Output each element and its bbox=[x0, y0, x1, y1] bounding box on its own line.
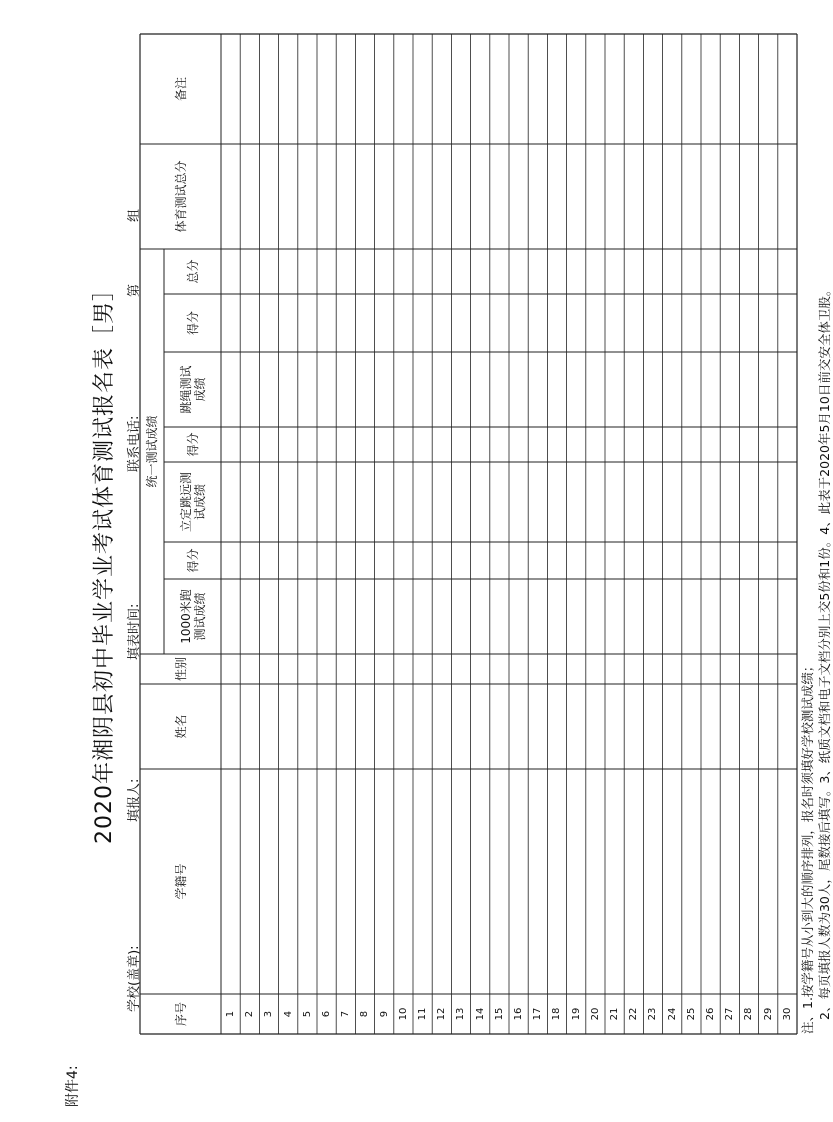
row-number: 17 bbox=[532, 1007, 544, 1021]
header-run-score: 1000米跑 测试成绩 bbox=[178, 589, 207, 644]
row-number: 6 bbox=[321, 1010, 333, 1018]
header-run-points: 得分 bbox=[185, 548, 200, 573]
header-seq: 序号 bbox=[173, 1002, 188, 1027]
header-unified-test: 统一测试成绩 bbox=[145, 415, 159, 488]
row-number: 2 bbox=[244, 1010, 256, 1018]
row-number: 15 bbox=[493, 1007, 505, 1021]
row-number: 4 bbox=[282, 1010, 294, 1018]
group-prefix-label: 第 bbox=[127, 283, 142, 297]
attachment-label: 附件4: bbox=[65, 1065, 81, 1107]
row-number: 22 bbox=[628, 1007, 640, 1021]
header-rope-score: 跳绳测试 成绩 bbox=[178, 365, 207, 414]
group-suffix-label: 组 bbox=[127, 208, 142, 222]
row-number: 30 bbox=[781, 1007, 793, 1021]
note-line-2: 2、每页填报人数为30人，尾数接后填写。3、纸质文档和电子文档分别上交5份和1份。4、此表于2020年5月10日前交安全体卫股。 bbox=[817, 283, 832, 1020]
row-number: 13 bbox=[455, 1007, 467, 1021]
row-number: 24 bbox=[666, 1007, 678, 1021]
row-number: 8 bbox=[359, 1010, 371, 1018]
header-total: 总分 bbox=[185, 259, 200, 284]
row-number: 29 bbox=[762, 1007, 774, 1021]
row-number: 3 bbox=[263, 1010, 275, 1018]
table-grid bbox=[140, 34, 797, 1034]
row-number: 1 bbox=[225, 1010, 237, 1018]
row-number: 23 bbox=[647, 1007, 659, 1021]
row-number: 27 bbox=[724, 1007, 736, 1021]
page-title: 2020年湘阴县初中毕业学业考试体育测试报名表［男］ bbox=[92, 278, 117, 844]
header-name: 姓名 bbox=[173, 714, 188, 739]
row-number: 26 bbox=[705, 1007, 717, 1021]
row-number: 9 bbox=[378, 1010, 390, 1018]
row-number: 19 bbox=[570, 1007, 582, 1021]
header-jump-points: 得分 bbox=[185, 432, 200, 457]
row-number: 28 bbox=[743, 1007, 755, 1021]
header-remark: 备注 bbox=[173, 77, 188, 102]
row-number: 21 bbox=[609, 1007, 621, 1021]
header-jump-score: 立定跳远测 试成绩 bbox=[178, 472, 207, 533]
row-number: 12 bbox=[436, 1007, 448, 1021]
note-line-1: 注、1.按学籍号从小到大的顺序排列，报名时须填好学校测试成绩； bbox=[800, 659, 815, 1034]
row-number: 10 bbox=[397, 1007, 409, 1021]
header-pe-total: 体育测试总分 bbox=[173, 160, 188, 233]
row-number: 20 bbox=[589, 1007, 601, 1021]
header-student-id: 学籍号 bbox=[173, 863, 188, 900]
row-number: 18 bbox=[551, 1007, 563, 1021]
row-number: 25 bbox=[685, 1007, 697, 1021]
row-number: 16 bbox=[513, 1007, 525, 1021]
row-number: 7 bbox=[340, 1010, 352, 1018]
row-number: 11 bbox=[417, 1007, 429, 1021]
school-stamp-label: 学校(盖章): bbox=[127, 945, 142, 1012]
phone-label: 联系电话: bbox=[127, 415, 142, 472]
filler-label: 填报人: bbox=[127, 778, 142, 822]
header-rope-points: 得分 bbox=[185, 311, 200, 336]
row-number: 14 bbox=[474, 1007, 486, 1021]
fill-time-label: 填表时间: bbox=[127, 603, 142, 660]
header-gender: 性别 bbox=[173, 657, 188, 682]
row-number: 5 bbox=[301, 1010, 313, 1018]
registration-table bbox=[140, 34, 797, 1034]
